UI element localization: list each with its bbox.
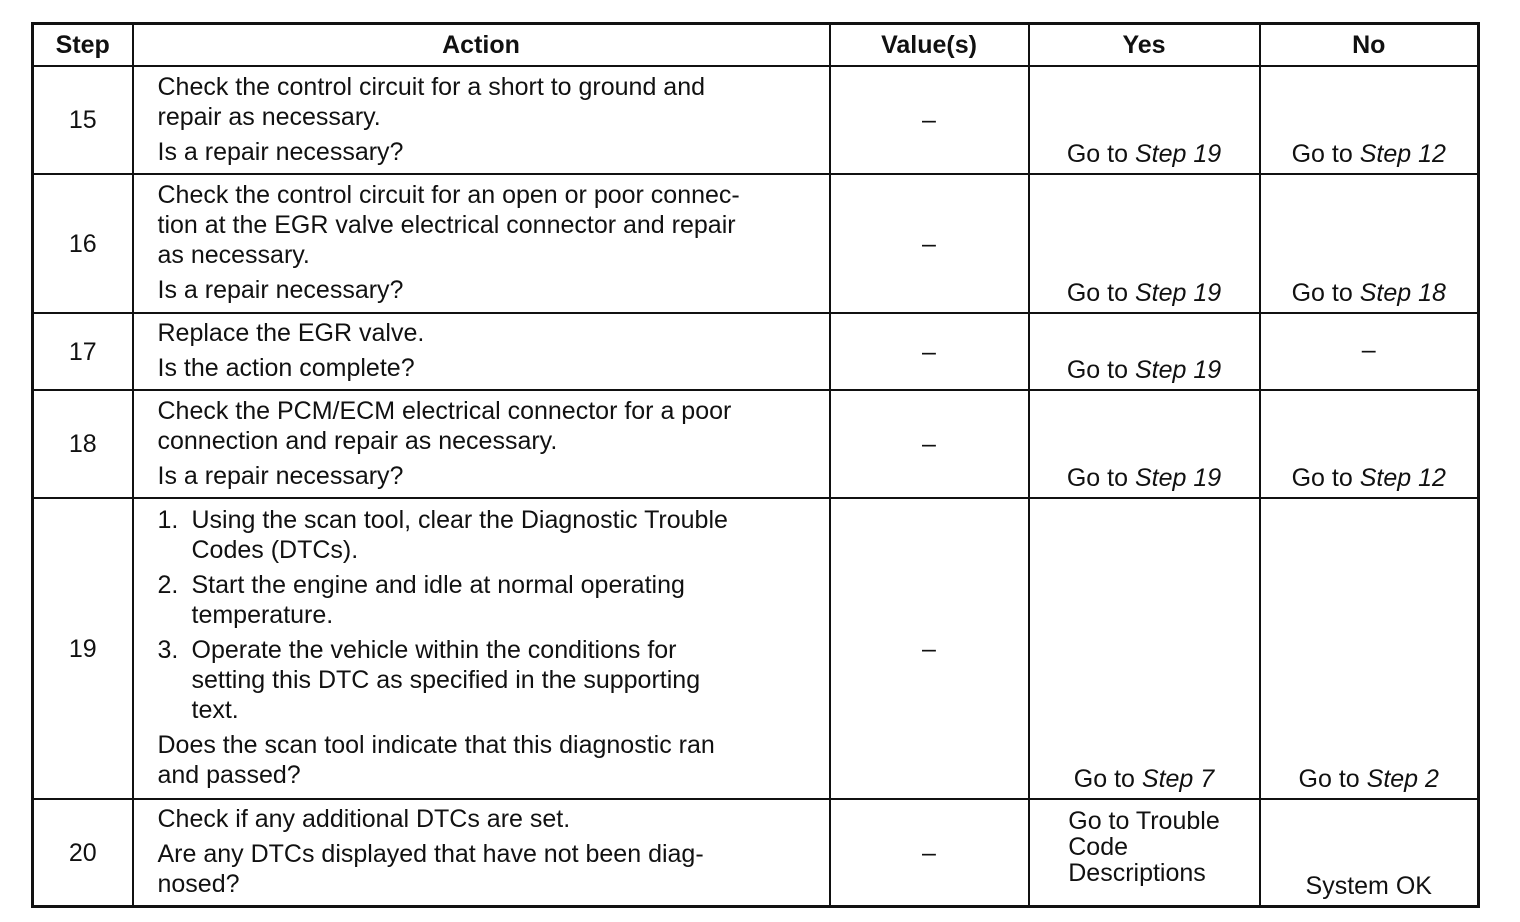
no-prefix: Go to <box>1298 765 1360 793</box>
yes-cell <box>1029 390 1260 498</box>
no-prefix: Go to <box>1291 279 1353 307</box>
yes-step-ref: Step 19 <box>1134 464 1222 492</box>
value-text: – <box>922 838 936 867</box>
header-action: Action <box>133 24 830 67</box>
action-cell <box>133 799 830 907</box>
step-number: 15 <box>33 66 133 174</box>
table-row-step-16 <box>33 174 1479 313</box>
yes-cell <box>1029 66 1260 174</box>
action-text: repair as necessary. <box>157 102 381 131</box>
action-text: Check the control circuit for an open or poor connec- <box>157 181 740 209</box>
no-cell <box>1260 498 1479 799</box>
header-row <box>33 24 1479 67</box>
list-item-number: 3. <box>157 636 179 664</box>
action-question: Is the action complete? <box>157 354 415 382</box>
list-item-text: setting this DTC as specified in the supporting <box>191 666 701 694</box>
action-text: Check the control circuit for a short to ground and <box>157 72 706 101</box>
yes-step-ref: Step 19 <box>1134 279 1222 307</box>
yes-cell <box>1029 313 1260 390</box>
list-item <box>158 570 817 630</box>
value-cell <box>830 799 1029 907</box>
value-text: – <box>922 229 936 258</box>
action-question: nosed? <box>157 870 240 898</box>
step-number: 17 <box>33 313 133 390</box>
yes-step-ref: Step 7 <box>1141 765 1215 793</box>
value-cell <box>830 66 1029 174</box>
action-text: Replace the EGR valve. <box>157 319 425 347</box>
yes-prefix: Go to <box>1073 765 1135 793</box>
action-text: as necessary. <box>157 241 310 269</box>
diagnostic-table <box>31 22 1480 908</box>
no-cell <box>1260 66 1479 174</box>
yes-prefix: Go to <box>1066 279 1128 307</box>
yes-prefix: Go to <box>1066 464 1128 492</box>
step-number: 18 <box>33 390 133 498</box>
no-text: System OK <box>1305 872 1432 900</box>
yes-prefix: Go to <box>1066 356 1128 384</box>
table-row-step-17 <box>33 313 1479 390</box>
list-item-number: 1. <box>157 506 179 534</box>
list-item <box>158 635 817 725</box>
value-cell <box>830 498 1029 799</box>
no-prefix: Go to <box>1291 140 1353 168</box>
yes-line: Descriptions <box>1068 859 1206 887</box>
no-text: – <box>1361 335 1376 364</box>
yes-line: Code <box>1068 833 1129 861</box>
step-number: 20 <box>33 799 133 907</box>
header-no: No <box>1260 24 1479 67</box>
list-item <box>158 505 817 565</box>
action-text: connection and repair as necessary. <box>157 426 558 455</box>
action-question: Are any DTCs displayed that have not been diag- <box>157 840 704 868</box>
no-step-ref: Step 12 <box>1359 464 1446 492</box>
action-question: Is a repair necessary? <box>157 461 404 490</box>
step-number: 16 <box>33 174 133 313</box>
no-cell <box>1260 799 1479 907</box>
no-step-ref: Step 2 <box>1366 765 1439 793</box>
no-cell <box>1260 390 1479 498</box>
list-item-text: Codes (DTCs). <box>191 536 359 564</box>
no-cell <box>1260 174 1479 313</box>
value-text: – <box>922 106 936 134</box>
list-item-text: text. <box>191 696 239 724</box>
action-cell <box>133 174 830 313</box>
list-item-text: temperature. <box>191 601 334 629</box>
action-cell <box>133 66 830 174</box>
yes-cell <box>1029 174 1260 313</box>
value-text: – <box>922 430 936 458</box>
step-number: 19 <box>33 498 133 799</box>
table-row-step-20 <box>33 799 1479 907</box>
action-text: Check the PCM/ECM electrical connector for a poor <box>157 396 732 425</box>
action-question: Is a repair necessary? <box>157 137 404 166</box>
value-cell <box>830 313 1029 390</box>
list-item-text: Operate the vehicle within the conditions for <box>191 636 677 664</box>
yes-cell <box>1029 498 1260 799</box>
value-cell <box>830 174 1029 313</box>
header-values: Value(s) <box>830 24 1029 67</box>
no-step-ref: Step 12 <box>1359 140 1446 168</box>
yes-multiline <box>1068 808 1219 886</box>
no-prefix: Go to <box>1291 464 1353 492</box>
action-text: tion at the EGR valve electrical connector and repair <box>157 211 736 239</box>
action-cell <box>133 498 830 799</box>
yes-line: Go to Trouble <box>1068 807 1220 835</box>
no-step-ref: Step 18 <box>1359 279 1446 307</box>
list-item-number: 2. <box>157 571 179 599</box>
action-text: Check if any additional DTCs are set. <box>157 805 571 833</box>
yes-step-ref: Step 19 <box>1134 140 1222 168</box>
yes-step-ref: Step 19 <box>1134 356 1222 384</box>
value-text: – <box>922 634 936 663</box>
action-question: Does the scan tool indicate that this diagnostic ran <box>157 731 715 759</box>
table-row-step-19 <box>33 498 1479 799</box>
table-row-step-15 <box>33 66 1479 174</box>
action-cell <box>133 390 830 498</box>
action-question: and passed? <box>157 761 301 789</box>
header-yes: Yes <box>1029 24 1260 67</box>
value-text: – <box>922 337 936 366</box>
header-step: Step <box>33 24 133 67</box>
yes-cell <box>1029 799 1260 907</box>
list-item-text: Start the engine and idle at normal operating <box>191 571 685 599</box>
list-item-text: Using the scan tool, clear the Diagnostic Trouble <box>191 506 728 534</box>
procedure-list <box>158 505 817 725</box>
action-cell <box>133 313 830 390</box>
table-row-step-18 <box>33 390 1479 498</box>
action-question: Is a repair necessary? <box>157 276 404 304</box>
yes-prefix: Go to <box>1066 140 1128 168</box>
value-cell <box>830 390 1029 498</box>
no-cell <box>1260 313 1479 390</box>
